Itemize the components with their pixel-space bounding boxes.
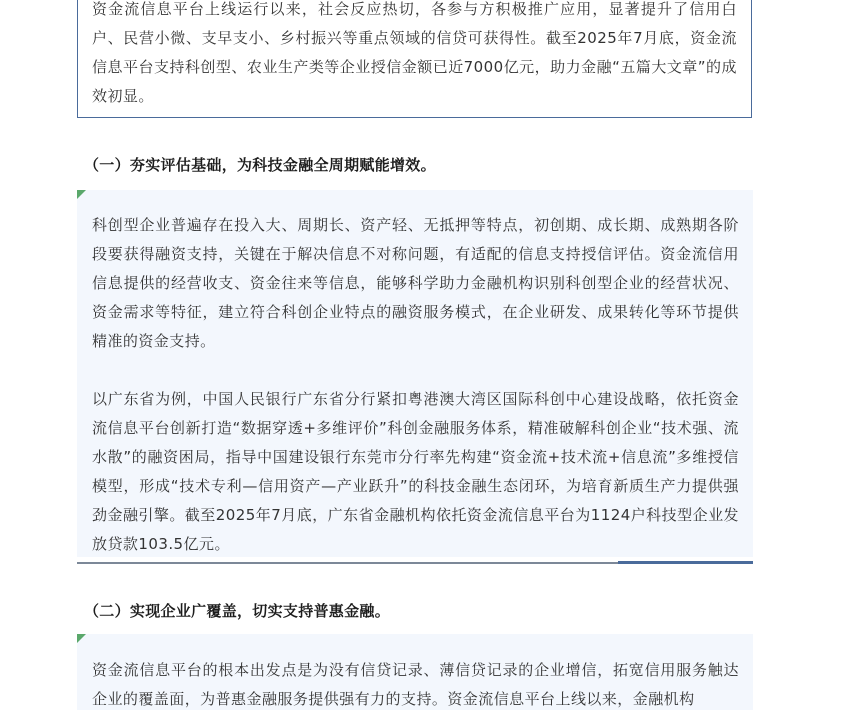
section1-paragraph-1: 科创型企业普遍存在投入大、周期长、资产轻、无抵押等特点，初创期、成长期、成熟期各阶段要获得融资支持，关键在于解决信息不对称问题，有适配的信息支持授信评估。资金流信用信息提供的经营收支、资金往来等信息，能够科学助力金融机构识别科创型企业的经营状况、资金需求等特征，建立符合科创企业特点的融资服务模式，在企业研发、成果转化等环节提供精准的资金支持。 <box>92 216 739 350</box>
intro-box <box>77 0 752 118</box>
section-card-2 <box>77 634 753 710</box>
section2-paragraph-1: 资金流信息平台的根本出发点是为没有信贷记录、薄信贷记录的企业增信，拓宽信用服务触达企业的覆盖面，为普惠金融服务提供强有力的支持。资金流信息平台上线以来，金融机构 <box>92 661 739 708</box>
section-card-1 <box>77 190 753 557</box>
divider-accent <box>618 561 753 564</box>
section-heading-1: （一）夯实评估基础，为科技金融全周期赋能增效。 <box>84 156 436 174</box>
corner-marker-icon <box>77 190 86 199</box>
section-divider <box>77 562 753 564</box>
section-heading-2: （二）实现企业广覆盖，切实支持普惠金融。 <box>84 602 391 620</box>
corner-marker-icon <box>77 634 86 643</box>
intro-paragraph: 资金流信息平台上线运行以来，社会反应热切，各参与方积极推广应用，显著提升了信用白户、民营小微、支早支小、乡村振兴等重点领域的信贷可获得性。截至2025年7月底，资金流信息平台支持科创型、农业生产类等企业授信金额已近7000亿元，助力金融“五篇大文章”的成效初显。 <box>92 0 737 105</box>
paragraph-gap <box>92 356 739 385</box>
section1-paragraph-2: 以广东省为例，中国人民银行广东省分行紧扣粤港澳大湾区国际科创中心建设战略，依托资金流信息平台创新打造“数据穿透+多维评价”科创金融服务体系，精准破解科创企业“技术强、流水散”的融资困局，指导中国建设银行东莞市分行率先构建“资金流+技术流+信息流”多维授信模型，形成“技术专利—信用资产—产业跃升”的科技金融生态闭环，为培育新质生产力提供强劲金融引擎。截至2025年7月底，广东省金融机构依托资金流信息平台为1124户科技型企业发放贷款103.5亿元。 <box>92 390 739 553</box>
